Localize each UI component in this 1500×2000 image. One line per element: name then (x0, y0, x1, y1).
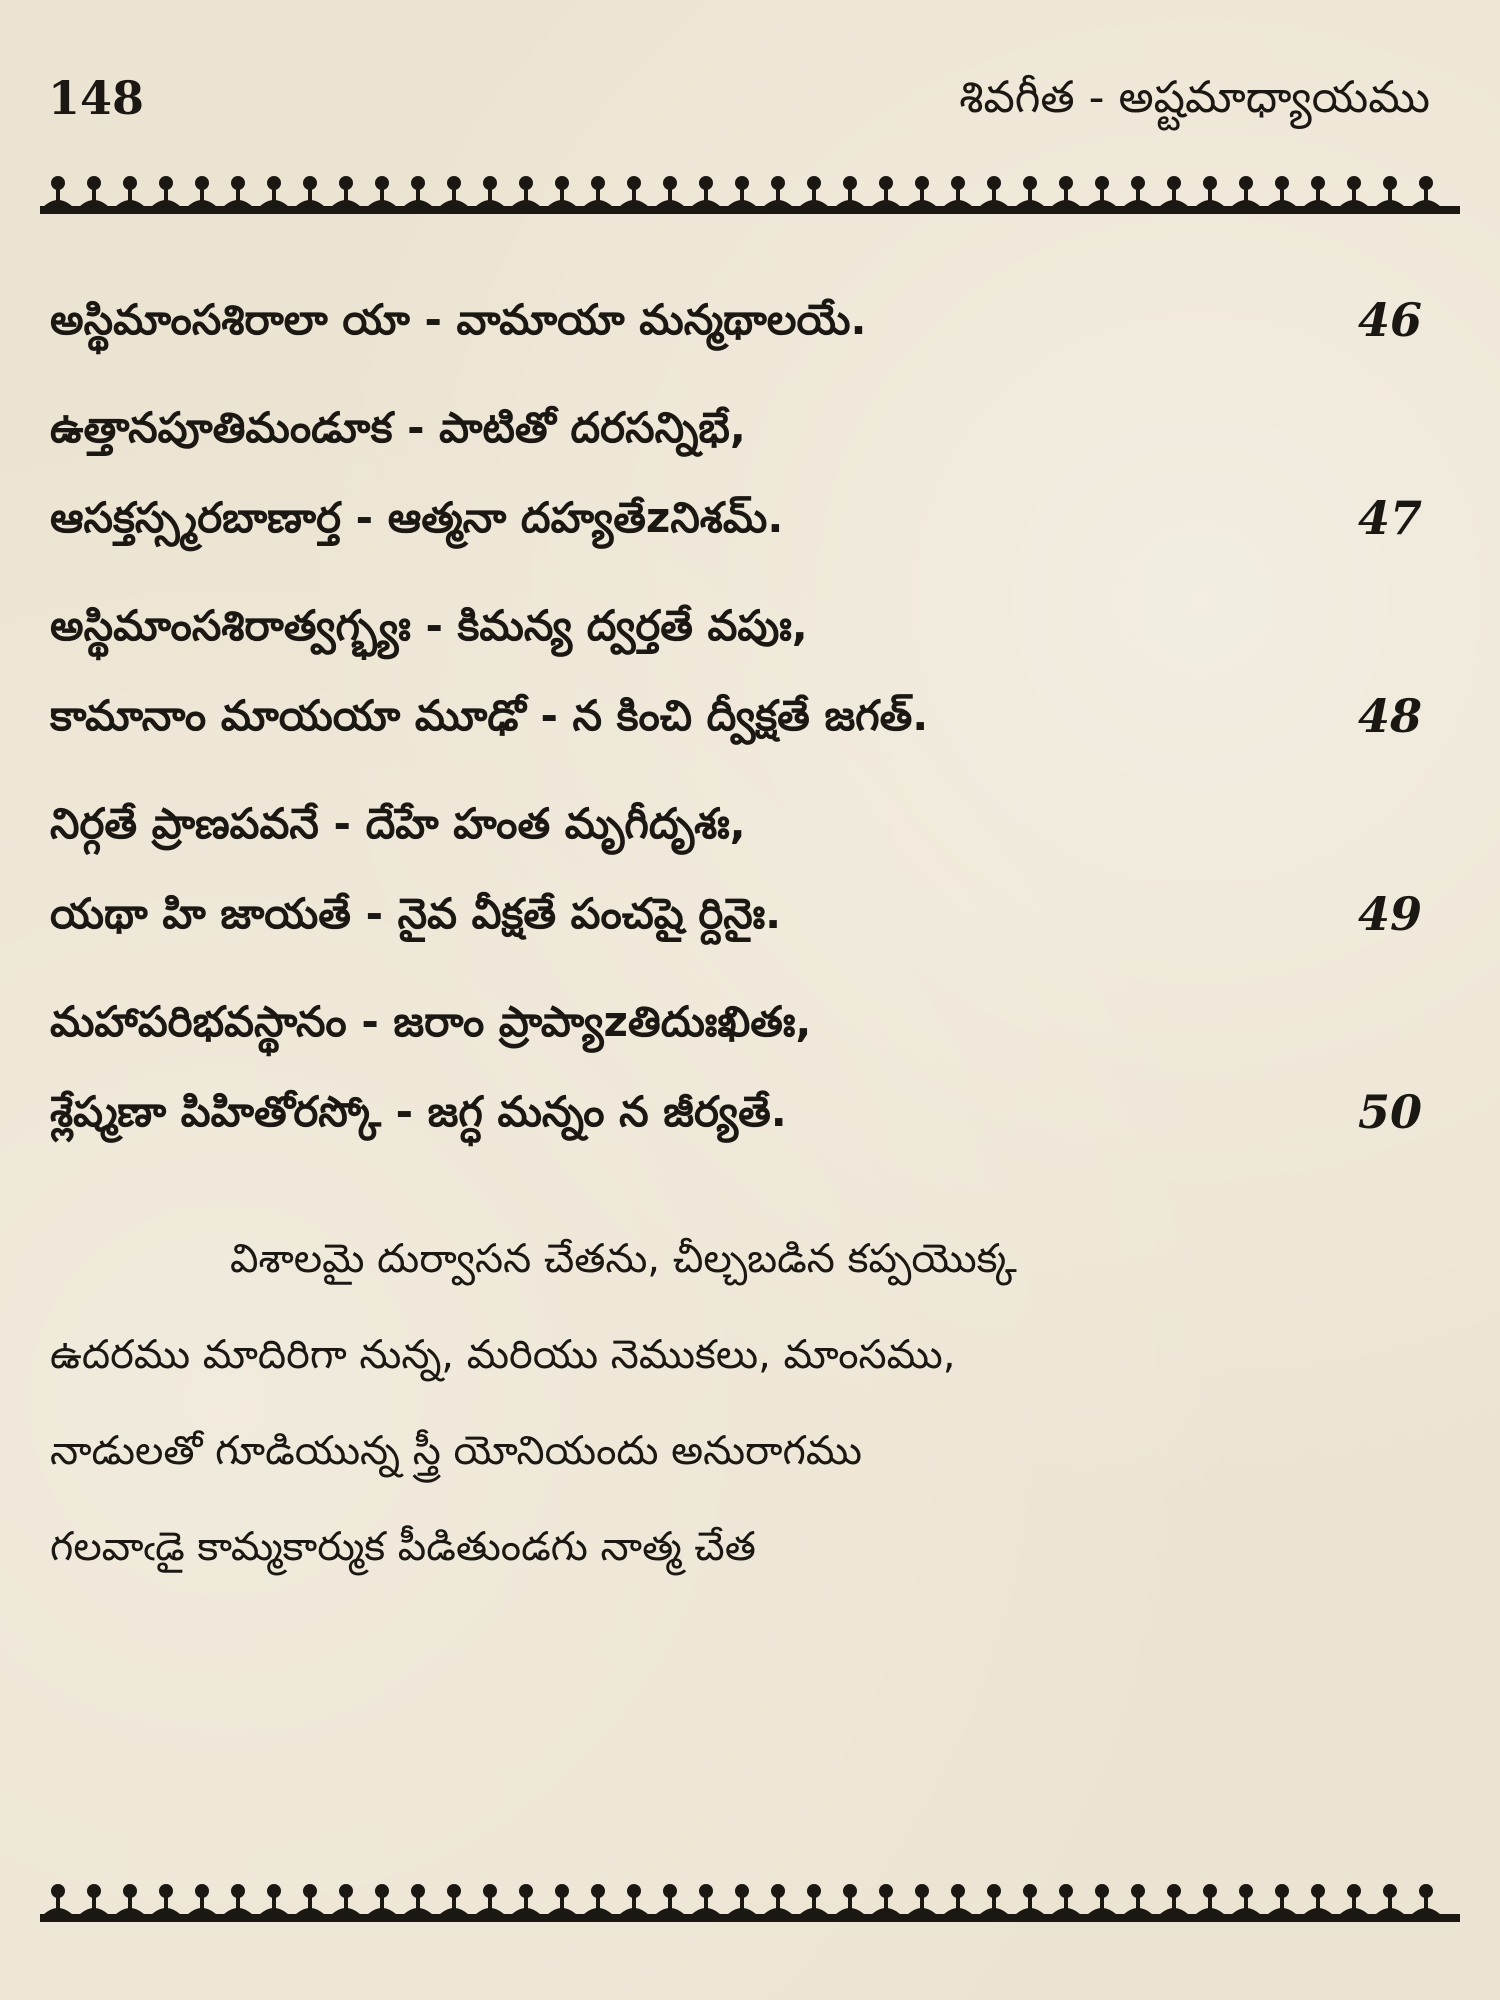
ornament-motif (258, 1884, 290, 1916)
verse-number: 48 (1357, 689, 1422, 743)
verse-line (50, 779, 1422, 869)
ornament-motif (546, 176, 578, 208)
ornament-motif (1086, 1884, 1118, 1916)
ornament-motif (42, 1884, 74, 1916)
commentary-line: నాడులతో గూడియున్న స్త్రీ యోనియందు అనురాగము (50, 1428, 863, 1474)
ornament-motif (1014, 176, 1046, 208)
verse-text: అస్థిమాంసశిరాత్వగ్భ్యః - కిమన్య ద్వర్తతే వపుః, (50, 601, 808, 650)
bottom-ornament-border (40, 1880, 1460, 1926)
verse-47 (50, 383, 1422, 563)
verse-number: 50 (1357, 1085, 1422, 1139)
ornament-motif (1302, 1884, 1334, 1916)
ornament-motif (1122, 1884, 1154, 1916)
ornament-motif (150, 176, 182, 208)
ornament-motif (762, 1884, 794, 1916)
ornament-motif (1158, 176, 1190, 208)
ornament-motif (618, 1884, 650, 1916)
ornament-motif (186, 1884, 218, 1916)
ornament-motif (870, 1884, 902, 1916)
ornament-motif (942, 1884, 974, 1916)
ornament-motif (546, 1884, 578, 1916)
commentary-line: గలవాఁడై కామ్మకార్ముక పీడితుండగు నాత్మ చేత (50, 1524, 756, 1570)
commentary-line: విశాలమై దుర్వాసన చేతను, చీల్చబడిన కప్పయొక్క (230, 1236, 1017, 1282)
ornament-motif (582, 176, 614, 208)
ornament-motif (1374, 176, 1406, 208)
ornament-motif (1338, 176, 1370, 208)
commentary-line: ఉదరము మాదిరిగా నున్న, మరియు నెముకలు, మాంసము, (50, 1332, 956, 1378)
ornament-motif (42, 176, 74, 208)
ornament-motif (294, 176, 326, 208)
ornament-motif (1338, 1884, 1370, 1916)
verse-line (50, 671, 1422, 761)
ornament-motif (870, 176, 902, 208)
ornament-motif (1158, 1884, 1190, 1916)
ornament-motif (906, 1884, 938, 1916)
ornament-motif (402, 1884, 434, 1916)
ornament-motif (690, 176, 722, 208)
ornament-motif (654, 1884, 686, 1916)
ornament-motif (1050, 176, 1082, 208)
ornament-motif (186, 176, 218, 208)
ornament-motif (906, 176, 938, 208)
verse-text: మహాపరిభవస్థానం - జరాం ప్రాప్యాzతిదుఃఖితః, (50, 997, 812, 1046)
ornament-motif (1410, 176, 1442, 208)
ornament-motif (834, 1884, 866, 1916)
verse-text: నిర్గతే ప్రాణపవనే - దేహే హంత మృగీదృశః, (50, 799, 746, 848)
ornament-motif (618, 176, 650, 208)
ornament-motif (402, 176, 434, 208)
ornament-motif (726, 1884, 758, 1916)
ornament-motif (1122, 176, 1154, 208)
commentary-paragraph (50, 1211, 1422, 1595)
verse-line (50, 581, 1422, 671)
ornament-motif (1230, 176, 1262, 208)
ornament-motif (762, 176, 794, 208)
ornament-motif (78, 176, 110, 208)
verse-text: అస్థిమాంసశిరాలా యా - వామాయా మన్మథాలయే. (50, 295, 867, 344)
ornament-motif (1266, 1884, 1298, 1916)
running-title: శివగీత - అష్టమాధ్యాయము (959, 72, 1430, 123)
ornament-motif (1230, 1884, 1262, 1916)
ornament-motif (150, 1884, 182, 1916)
ornament-motif (978, 176, 1010, 208)
ornament-motif (1086, 176, 1118, 208)
ornament-motif (510, 1884, 542, 1916)
ornament-motif (942, 176, 974, 208)
verse-line (50, 473, 1422, 563)
ornament-motif (1050, 1884, 1082, 1916)
page-number: 148 (48, 71, 145, 125)
ornament-motif (474, 1884, 506, 1916)
ornament-motif (258, 176, 290, 208)
ornament-motif (294, 1884, 326, 1916)
ornament-motif (582, 1884, 614, 1916)
verse-text: శ్లేష్మణా పిహితోరస్కో - జగ్ధ మన్నం న జీర్యతే. (50, 1087, 787, 1136)
ornament-motif (978, 1884, 1010, 1916)
top-ornament-border (40, 172, 1460, 218)
ornament-motif (330, 1884, 362, 1916)
ornament-motif (366, 1884, 398, 1916)
verse-number: 46 (1357, 293, 1422, 347)
verse-line (50, 275, 1422, 365)
ornament-motif (798, 1884, 830, 1916)
ornament-motif (798, 176, 830, 208)
page-header (48, 58, 1430, 138)
verse-text: కామానాం మాయయా మూఢో - న కించి ద్వీక్షతే జగత్. (50, 691, 929, 740)
ornament-motif (438, 1884, 470, 1916)
verse-48 (50, 581, 1422, 761)
ornament-motif (1194, 1884, 1226, 1916)
ornament-motif (1266, 176, 1298, 208)
verse-line (50, 1067, 1422, 1157)
ornament-motif (834, 176, 866, 208)
verse-50 (50, 977, 1422, 1157)
ornament-motif (1014, 1884, 1046, 1916)
verse-number: 47 (1357, 491, 1422, 545)
ornament-motif (114, 176, 146, 208)
ornament-motif (510, 176, 542, 208)
ornament-motif (1194, 176, 1226, 208)
ornament-motif (222, 1884, 254, 1916)
ornament-motif (690, 1884, 722, 1916)
verse-49 (50, 779, 1422, 959)
verse-number: 49 (1357, 887, 1422, 941)
ornament-motif (78, 1884, 110, 1916)
verse-46 (50, 275, 1422, 365)
ornament-motif (1410, 1884, 1442, 1916)
ornament-motif (114, 1884, 146, 1916)
ornament-motif (726, 176, 758, 208)
page-content (50, 275, 1422, 1595)
verse-line (50, 869, 1422, 959)
verse-text: యథా హి జాయతే - నైవ వీక్షతే పంచషై ర్దినైః. (50, 889, 782, 938)
verse-text: ఆసక్తస్స్మరబాణార్త - ఆత్మనా దహ్యతేzనిశమ్. (50, 493, 784, 542)
ornament-motif (330, 176, 362, 208)
verse-text: ఉత్తానపూతిమండూక - పాటితో దరసన్నిభే, (50, 403, 746, 452)
ornament-motif (654, 176, 686, 208)
verse-line (50, 977, 1422, 1067)
ornament-motif (438, 176, 470, 208)
ornament-motif (366, 176, 398, 208)
ornament-motif (222, 176, 254, 208)
verse-line (50, 383, 1422, 473)
ornament-motif (1302, 176, 1334, 208)
ornament-motif (474, 176, 506, 208)
ornament-motif (1374, 1884, 1406, 1916)
